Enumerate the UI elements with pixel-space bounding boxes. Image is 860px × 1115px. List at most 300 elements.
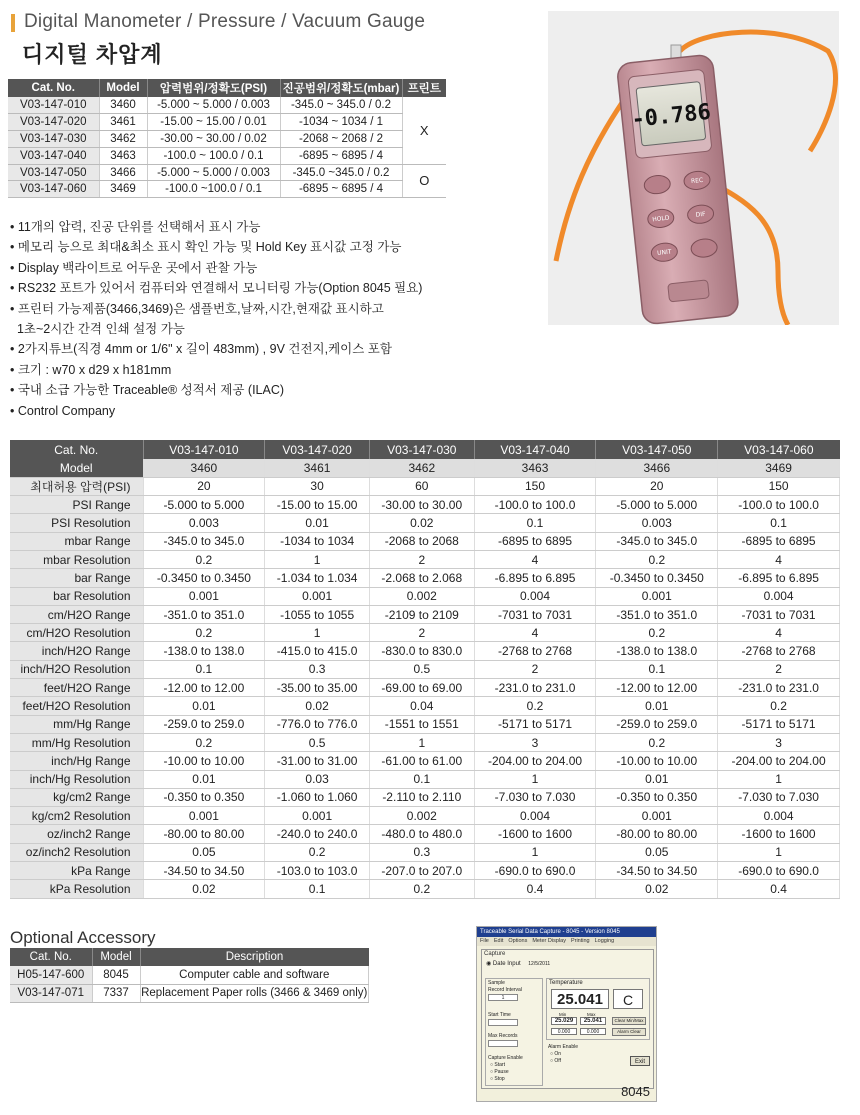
spec-cell: -6895 to 6895 [718,532,840,550]
spec-row [10,880,840,898]
summary-header-cell: 진공범위/정확도(mbar) [280,79,402,97]
spec-cell: 0.001 [143,807,265,825]
spec-row-label: cm/H2O Range [10,605,143,623]
feature-item: • 국내 소급 가능한 Traceable® 성적서 제공 (ILAC) [10,383,285,398]
spec-cell: -351.0 to 351.0 [596,605,718,623]
feature-list [10,217,422,421]
spec-cell: 2 [369,550,474,568]
summary-header-cell: 압력범위/정확도(PSI) [147,79,280,97]
feature-item: • 크기 : w70 x d29 x h181mm [10,362,172,377]
spec-header-cell: V03-147-060 [718,440,840,459]
temperature-label: Temperature [549,980,583,986]
spec-cell: -1034 to 1034 [265,532,370,550]
spec-row [10,752,840,770]
spec-header-cell: V03-147-040 [474,440,596,459]
spec-cell: 3 [718,733,840,751]
spec-cell: 0.05 [143,843,265,861]
spec-cell: -100.0 to 100.0 [718,496,840,514]
spec-cell: -80.00 to 80.00 [596,825,718,843]
spec-cell: -351.0 to 351.0 [143,605,265,623]
spec-cell: -31.00 to 31.00 [265,752,370,770]
spec-cell: 0.04 [369,697,474,715]
summary-cat-no: V03-147-010 [8,97,99,114]
spec-cell: -7.030 to 7.030 [718,788,840,806]
summary-cat-no: V03-147-040 [8,147,99,164]
spec-cell: -345.0 to 345.0 [143,532,265,550]
spec-row-label: kg/cm2 Resolution [10,807,143,825]
spec-cell: -204.00 to 204.00 [474,752,596,770]
spec-cell: 0.03 [265,770,370,788]
start-radio[interactable]: ○ Start [490,1062,505,1068]
summary-cell: -30.00 ~ 30.00 / 0.02 [147,131,280,148]
spec-cell: -100.0 to 100.0 [474,496,596,514]
summary-header-cell: Cat. No. [8,79,99,97]
max-records-input[interactable] [488,1040,518,1047]
spec-cell: 4 [718,550,840,568]
spec-row [10,532,840,550]
spec-row [10,624,840,642]
spec-cell: -34.50 to 34.50 [143,862,265,880]
software-menu-item[interactable]: Meter Display [532,938,566,944]
device-reading: -0.786 [630,99,713,133]
spec-cell: 0.4 [718,880,840,898]
spec-cell: 0.2 [143,733,265,751]
spec-cell: 0.1 [474,514,596,532]
spec-row-label: kg/cm2 Range [10,788,143,806]
spec-cell: -6.895 to 6.895 [474,569,596,587]
summary-table [8,79,446,198]
spec-cell: -10.00 to 10.00 [143,752,265,770]
spec-cell: 0.001 [143,587,265,605]
spec-cell: 0.004 [474,807,596,825]
spec-cell: 0.001 [265,807,370,825]
software-menu-item[interactable]: Options [508,938,528,944]
spec-cell: -12.00 to 12.00 [143,679,265,697]
accessory-header-cell: Cat. No. [10,948,92,966]
spec-row [10,496,840,514]
spec-cell: -103.0 to 103.0 [265,862,370,880]
spec-row-label: inch/H2O Range [10,642,143,660]
spec-cell: -259.0 to 259.0 [143,715,265,733]
spec-cell: -138.0 to 138.0 [143,642,265,660]
summary-header-cell: Model [99,79,147,97]
spec-row-label: bar Range [10,569,143,587]
spec-cell: -207.0 to 207.0 [369,862,474,880]
summary-header-row [8,79,446,97]
summary-cell: 3466 [99,164,147,181]
spec-row-label: cm/H2O Resolution [10,624,143,642]
spec-row [10,660,840,678]
spec-cell: -2109 to 2109 [369,605,474,623]
spec-row-label: mm/Hg Range [10,715,143,733]
spec-cell: 0.1 [596,660,718,678]
spec-row [10,862,840,880]
software-title-bar: Traceable Serial Data Capture - 8045 - Version 8045 [477,927,656,937]
spec-cell: 0.01 [143,697,265,715]
accessory-header-row [10,948,369,966]
pause-radio[interactable]: ○ Pause [490,1069,509,1075]
feature-item: • 11개의 압력, 진공 단위를 선택해서 표시 가능 [10,220,261,234]
spec-cell: 3466 [596,459,718,477]
spec-cell: 1 [474,843,596,861]
spec-row-label: inch/H2O Resolution [10,660,143,678]
summary-cell: 3463 [99,147,147,164]
spec-cell: 1 [718,843,840,861]
spec-cell: 0.02 [596,880,718,898]
left-settings [485,978,543,1086]
record-interval-label: Record Interval [488,987,522,993]
spec-cell: 2 [474,660,596,678]
spec-cell: 20 [596,477,718,495]
spec-cell: -80.00 to 80.00 [143,825,265,843]
spec-cell: 0.01 [265,514,370,532]
spec-cell: -2.068 to 2.068 [369,569,474,587]
spec-cell: -1600 to 1600 [474,825,596,843]
max-label: Max [587,1012,596,1017]
summary-row [8,97,446,114]
feature-item: 1초~2시간 간격 인쇄 설정 가능 [10,322,185,337]
spec-row-label: bar Resolution [10,587,143,605]
exit-button[interactable]: Exit [630,1056,650,1066]
spec-cell: -0.3450 to 0.3450 [596,569,718,587]
spec-cell: 0.002 [369,587,474,605]
spec-cell: 0.1 [143,660,265,678]
spec-cell: -830.0 to 830.0 [369,642,474,660]
spec-cell: 0.05 [596,843,718,861]
spec-cell: -231.0 to 231.0 [474,679,596,697]
accessory-title: Optional Accessory [10,928,156,947]
spec-row-label: 최대허용 압력(PSI) [10,477,143,495]
spec-row [10,642,840,660]
spec-row [10,550,840,568]
max-value: 25.041 [580,1017,606,1025]
spec-cell: -5171 to 5171 [474,715,596,733]
feature-item: • 프린터 가능제품(3466,3469)은 샘플번호,날짜,시간,현재값 표시하고 [10,301,384,316]
clear-minmax-button[interactable]: Clear Min/Max [612,1017,646,1025]
spec-cell: 0.002 [369,807,474,825]
spec-model-label: Model [10,459,143,477]
spec-cell: 0.003 [596,514,718,532]
spec-cell: -2.110 to 2.110 [369,788,474,806]
spec-cell: -7031 to 7031 [718,605,840,623]
accessory-cell: Computer cable and software [140,966,369,984]
accessory-row [10,966,369,984]
spec-cell: 1 [265,550,370,568]
spec-row [10,697,840,715]
spec-cell: 0.01 [596,697,718,715]
spec-cell: 0.3 [369,843,474,861]
spec-cell: 1 [265,624,370,642]
spec-row-label: kPa Resolution [10,880,143,898]
spec-row-label: oz/inch2 Resolution [10,843,143,861]
spec-cell: -1.034 to 1.034 [265,569,370,587]
spec-cell: -204.00 to 204.00 [718,752,840,770]
spec-cell: 0.001 [265,587,370,605]
accessory-table [10,948,369,1003]
summary-cell: 3461 [99,114,147,131]
spec-cell: 2 [369,624,474,642]
spec-row [10,587,840,605]
software-menu-item[interactable]: Edit [493,938,504,944]
spec-cell: -1551 to 1551 [369,715,474,733]
max-records-label: Max Records [488,1033,518,1039]
summary-cat-no: V03-147-060 [8,181,99,198]
spec-cell: -2068 to 2068 [369,532,474,550]
spec-cell: -5.000 to 5.000 [596,496,718,514]
spec-cell: 3462 [369,459,474,477]
spec-cell: 60 [369,477,474,495]
spec-cell: 150 [474,477,596,495]
spec-cell: 0.004 [474,587,596,605]
summary-cell: -2068 ~ 2068 / 2 [280,131,402,148]
summary-header-cell: 프린트 [402,79,446,97]
spec-cell: 0.2 [143,624,265,642]
summary-cell: 3460 [99,97,147,114]
summary-cat-no: V03-147-030 [8,131,99,148]
spec-cell: 0.2 [143,550,265,568]
spec-cell: 1 [718,770,840,788]
summary-row [8,164,446,181]
date-value: 12/5/2011 [528,961,551,967]
spec-cell: 0.3 [265,660,370,678]
accessory-row [10,984,369,1002]
print-support: O [402,164,446,198]
title-accent-bar [11,14,15,32]
software-reading: 25.041 [551,989,609,1009]
spec-cell: 3463 [474,459,596,477]
manometer-image [548,11,839,325]
spec-cell: -345.0 to 345.0 [596,532,718,550]
spec-cell: -138.0 to 138.0 [596,642,718,660]
spec-cell: 0.2 [474,697,596,715]
spec-cell: -415.0 to 415.0 [265,642,370,660]
spec-cell: 0.2 [369,880,474,898]
spec-cell: -15.00 to 15.00 [265,496,370,514]
spec-row [10,733,840,751]
spec-cell: 0.1 [718,514,840,532]
spec-cell: -35.00 to 35.00 [265,679,370,697]
min-value: 25.029 [551,1017,577,1025]
spec-cell: 0.01 [143,770,265,788]
feature-item: • Display 백라이트로 어두운 곳에서 관찰 가능 [10,260,258,275]
rec-button-label: REC [690,176,704,186]
capture-label: Capture [484,951,506,957]
summary-cell: -6895 ~ 6895 / 4 [280,147,402,164]
spec-cell: -30.00 to 30.00 [369,496,474,514]
capture-enable-label: Capture Enable [488,1055,523,1061]
hold-button-label: HOLD [651,214,670,224]
spec-row [10,788,840,806]
unit-button-label: UNIT [656,248,672,257]
on-radio[interactable]: ○ On [550,1051,562,1057]
alarm-enable-label: Alarm Enable [548,1044,579,1050]
software-screenshot [476,926,657,1102]
spec-cell: 150 [718,477,840,495]
spec-row-label: feet/H2O Resolution [10,697,143,715]
stop-radio[interactable]: ○ Stop [490,1076,505,1082]
spec-row [10,477,840,495]
summary-row [8,114,446,131]
record-interval-input[interactable]: 1 [488,994,518,1001]
spec-cell: 4 [474,550,596,568]
page-title-english: Digital Manometer / Pressure / Vacuum Gauge [24,11,426,32]
spec-header-cat-label: Cat. No. [10,440,143,459]
software-panel [481,949,654,1089]
summary-row [8,147,446,164]
spec-cell: 0.2 [596,733,718,751]
spec-cell: -240.0 to 240.0 [265,825,370,843]
spec-cell: -0.350 to 0.350 [143,788,265,806]
spec-header-cell: V03-147-030 [369,440,474,459]
spec-cell: 30 [265,477,370,495]
spec-cell: -6.895 to 6.895 [718,569,840,587]
spec-cell: -231.0 to 231.0 [718,679,840,697]
spec-cell: -690.0 to 690.0 [474,862,596,880]
spec-row [10,770,840,788]
spec-row-label: feet/H2O Range [10,679,143,697]
spec-cell: 20 [143,477,265,495]
spec-cell: 0.02 [143,880,265,898]
radio-icon: ◉ [486,961,492,967]
spec-cell: 0.004 [718,807,840,825]
summary-cat-no: V03-147-050 [8,164,99,181]
spec-header-cell: V03-147-050 [596,440,718,459]
dif-button-label: DIF [695,210,706,219]
spec-row-label: inch/Hg Range [10,752,143,770]
spec-row [10,843,840,861]
software-unit: C [613,989,643,1009]
software-menu-item[interactable]: File [480,938,489,944]
alarm-clear-button[interactable]: Alarm Clear [612,1028,646,1036]
spec-row [10,807,840,825]
spec-cell: -690.0 to 690.0 [718,862,840,880]
spec-cell: 0.2 [265,843,370,861]
spec-cell: -10.00 to 10.00 [596,752,718,770]
summary-cell: -6895 ~ 6895 / 4 [280,181,402,198]
sample-label: Sample [488,980,505,986]
spec-cell: 0.02 [369,514,474,532]
accessory-cell: V03-147-071 [10,984,92,1002]
software-menu-item[interactable]: Printing [570,938,590,944]
summary-cell: -100.0 ~100.0 / 0.1 [147,181,280,198]
spec-cell: -7.030 to 7.030 [474,788,596,806]
print-support: X [402,97,446,164]
spec-model-row [10,459,840,477]
spec-row-label: mbar Range [10,532,143,550]
start-time-input[interactable] [488,1019,518,1026]
accessory-header-cell: Model [92,948,140,966]
spec-cell: 3469 [718,459,840,477]
accessory-cell: 8045 [92,966,140,984]
summary-cell: -345.0 ~ 345.0 / 0.2 [280,97,402,114]
spec-cell: 0.001 [596,807,718,825]
start-time-label: Start Time [488,1012,511,1018]
spec-cell: 0.01 [596,770,718,788]
summary-cell: -5.000 ~ 5.000 / 0.003 [147,164,280,181]
spec-cell: -61.00 to 61.00 [369,752,474,770]
software-menu-bar [477,937,656,946]
spec-row-label: oz/inch2 Range [10,825,143,843]
spec-row [10,605,840,623]
software-menu-item[interactable]: Logging [594,938,615,944]
spec-cell: 2 [718,660,840,678]
spec-row [10,715,840,733]
spec-cell: -6895 to 6895 [474,532,596,550]
spec-cell: -0.3450 to 0.3450 [143,569,265,587]
summary-cell: -5.000 ~ 5.000 / 0.003 [147,97,280,114]
spec-cell: 3461 [265,459,370,477]
spec-row [10,569,840,587]
accessory-cell: Replacement Paper rolls (3466 & 3469 only) [140,984,369,1002]
summary-cat-no: V03-147-020 [8,114,99,131]
spec-cell: -1055 to 1055 [265,605,370,623]
summary-cell: -15.00 ~ 15.00 / 0.01 [147,114,280,131]
max-sub-value: 0.000 [580,1028,606,1035]
spec-cell: 0.5 [369,660,474,678]
spec-row-label: PSI Range [10,496,143,514]
spec-table [10,440,840,899]
spec-cell: 4 [718,624,840,642]
feature-item: • RS232 포트가 있어서 컴퓨터와 연결해서 모니터링 가능(Option 8045 필요) [10,281,423,296]
spec-row-label: mm/Hg Resolution [10,733,143,751]
feature-item: • 2가지튜브(직경 4mm or 1/6" x 길이 483mm) , 9V 건전지,케이스 포함 [10,342,392,357]
spec-cell: -1.060 to 1.060 [265,788,370,806]
summary-cell: -100.0 ~ 100.0 / 0.1 [147,147,280,164]
min-label: Min [559,1012,567,1017]
summary-cell: -345.0 ~345.0 / 0.2 [280,164,402,181]
spec-cell: -12.00 to 12.00 [596,679,718,697]
date-input-label: Date Input [492,961,521,967]
feature-item: • 메모리 능으로 최대&최소 표시 확인 가능 및 Hold Key 표시값 고정 가능 [10,240,402,255]
spec-cell: -259.0 to 259.0 [596,715,718,733]
min-sub-value: 0.000 [551,1028,577,1035]
spec-cell: 1 [369,733,474,751]
spec-cell: 1 [474,770,596,788]
spec-cell: 0.001 [596,587,718,605]
summary-row [8,131,446,148]
spec-cell: -34.50 to 34.50 [596,862,718,880]
spec-row [10,825,840,843]
reading-panel [546,978,650,1040]
accessory-cell: 7337 [92,984,140,1002]
spec-cell: 0.2 [596,624,718,642]
spec-cell: 0.5 [265,733,370,751]
spec-cell: 4 [474,624,596,642]
spec-cell: 0.003 [143,514,265,532]
summary-cell: 3462 [99,131,147,148]
spec-row [10,514,840,532]
spec-cell: -480.0 to 480.0 [369,825,474,843]
accessory-header-cell: Description [140,948,369,966]
spec-cell: 0.2 [596,550,718,568]
spec-cell: 0.1 [265,880,370,898]
off-radio[interactable]: ○ Off [550,1058,561,1064]
spec-row-label: inch/Hg Resolution [10,770,143,788]
spec-cell: -69.00 to 69.00 [369,679,474,697]
summary-row [8,181,446,198]
spec-row-label: PSI Resolution [10,514,143,532]
device-photo [548,11,839,325]
spec-cell: -776.0 to 776.0 [265,715,370,733]
spec-cell: 0.1 [369,770,474,788]
spec-row-label: mbar Resolution [10,550,143,568]
summary-cell: 3469 [99,181,147,198]
spec-cell: -5.000 to 5.000 [143,496,265,514]
page-title-korean: 디지털 차압계 [22,42,163,67]
spec-cell: -2768 to 2768 [474,642,596,660]
spec-cell: 0.004 [718,587,840,605]
summary-cell: -1034 ~ 1034 / 1 [280,114,402,131]
